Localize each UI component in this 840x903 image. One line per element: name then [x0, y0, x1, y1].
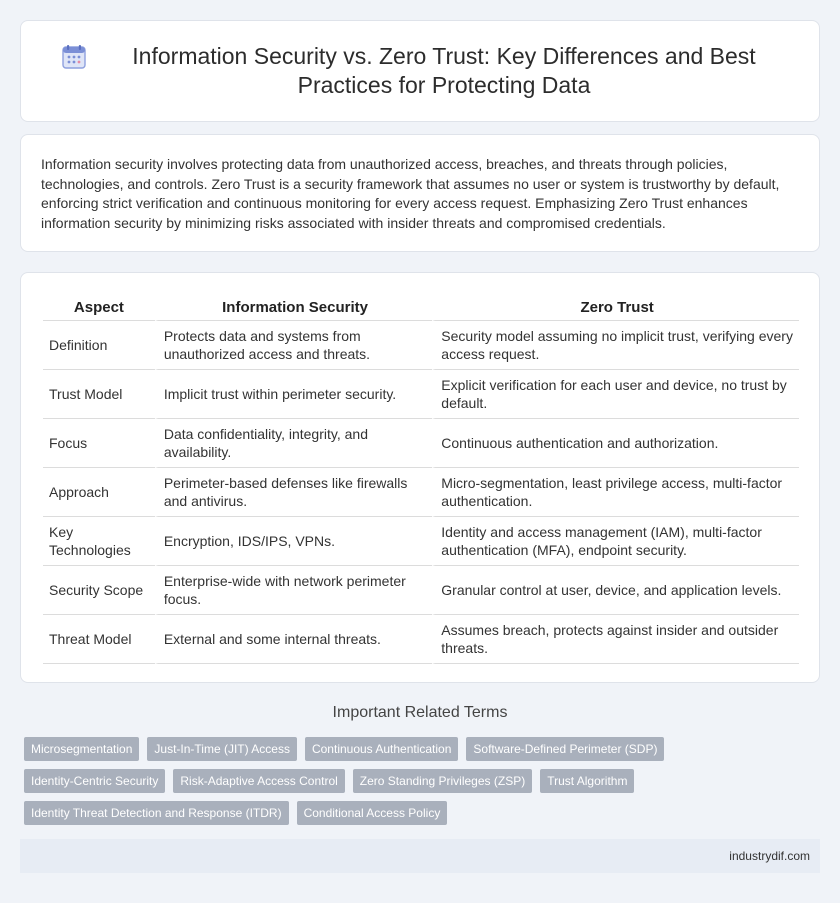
- comparison-table: [43, 295, 799, 664]
- tag-row: [24, 737, 824, 761]
- zero-trust-cell: Identity and access management (IAM), multi-factor authentication (MFA), endpoint security.: [432, 517, 799, 566]
- table-row: [43, 615, 799, 664]
- table-row: [43, 517, 799, 566]
- information-security-cell: Encryption, IDS/IPS, VPNs.: [155, 517, 432, 566]
- intro-card: [20, 134, 820, 252]
- aspect-cell: Approach: [43, 468, 155, 517]
- related-term-tag[interactable]: Zero Standing Privileges (ZSP): [353, 769, 532, 793]
- header-information-security: Information Security: [155, 295, 432, 321]
- table-row: [43, 566, 799, 615]
- zero-trust-cell: Micro-segmentation, least privilege access, multi-factor authentication.: [432, 468, 799, 517]
- header-aspect: Aspect: [43, 295, 155, 321]
- footer-site-link[interactable]: industrydif.com: [729, 849, 810, 863]
- information-security-cell: Protects data and systems from unauthorized access and threats.: [155, 321, 432, 370]
- comparison-card: [20, 272, 820, 683]
- zero-trust-cell: Security model assuming no implicit trust, verifying every access request.: [432, 321, 799, 370]
- tag-row: [24, 801, 824, 825]
- intro-paragraph: Information security involves protecting data from unauthorized access, breaches, and threats through policies, technologies, and controls. Zero Trust is a security framework that assumes no user or system is trustworthy by default, enforcing strict verification and continuous monitoring for every access request. Emphasizing Zero Trust enhances information security by minimizing risks associated with insider threats and compromised credentials.: [41, 156, 780, 231]
- table-row: [43, 468, 799, 517]
- header-zero-trust: Zero Trust: [432, 295, 799, 321]
- table-row: [43, 370, 799, 419]
- table-header-row: [43, 295, 799, 321]
- related-term-tag[interactable]: Microsegmentation: [24, 737, 139, 761]
- page-title: Information Security vs. Zero Trust: Key Differences and Best Practices for Protecting Data: [132, 43, 756, 98]
- related-terms-list: [24, 737, 824, 833]
- aspect-cell: Security Scope: [43, 566, 155, 615]
- zero-trust-cell: Explicit verification for each user and device, no trust by default.: [432, 370, 799, 419]
- related-term-tag[interactable]: Continuous Authentication: [305, 737, 458, 761]
- related-terms-heading: Important Related Terms: [332, 704, 508, 721]
- related-term-tag[interactable]: Trust Algorithm: [540, 769, 634, 793]
- aspect-cell: Trust Model: [43, 370, 155, 419]
- information-security-cell: Data confidentiality, integrity, and availability.: [155, 419, 432, 468]
- footer: [20, 839, 820, 873]
- information-security-cell: Implicit trust within perimeter security.: [155, 370, 432, 419]
- aspect-cell: Threat Model: [43, 615, 155, 664]
- related-term-tag[interactable]: Risk-Adaptive Access Control: [173, 769, 344, 793]
- tag-row: [24, 769, 824, 793]
- related-term-tag[interactable]: Just-In-Time (JIT) Access: [147, 737, 297, 761]
- related-term-tag[interactable]: Identity Threat Detection and Response (ITDR): [24, 801, 289, 825]
- related-term-tag[interactable]: Software-Defined Perimeter (SDP): [466, 737, 664, 761]
- calendar-icon: [61, 44, 87, 70]
- information-security-cell: Perimeter-based defenses like firewalls and antivirus.: [155, 468, 432, 517]
- aspect-cell: Key Technologies: [43, 517, 155, 566]
- aspect-cell: Focus: [43, 419, 155, 468]
- zero-trust-cell: Continuous authentication and authorization.: [432, 419, 799, 468]
- information-security-cell: External and some internal threats.: [155, 615, 432, 664]
- related-term-tag[interactable]: Conditional Access Policy: [297, 801, 448, 825]
- table-row: [43, 419, 799, 468]
- information-security-cell: Enterprise-wide with network perimeter focus.: [155, 566, 432, 615]
- zero-trust-cell: Granular control at user, device, and application levels.: [432, 566, 799, 615]
- zero-trust-cell: Assumes breach, protects against insider and outsider threats.: [432, 615, 799, 664]
- related-term-tag[interactable]: Identity-Centric Security: [24, 769, 165, 793]
- table-row: [43, 321, 799, 370]
- title-card: [20, 20, 820, 122]
- aspect-cell: Definition: [43, 321, 155, 370]
